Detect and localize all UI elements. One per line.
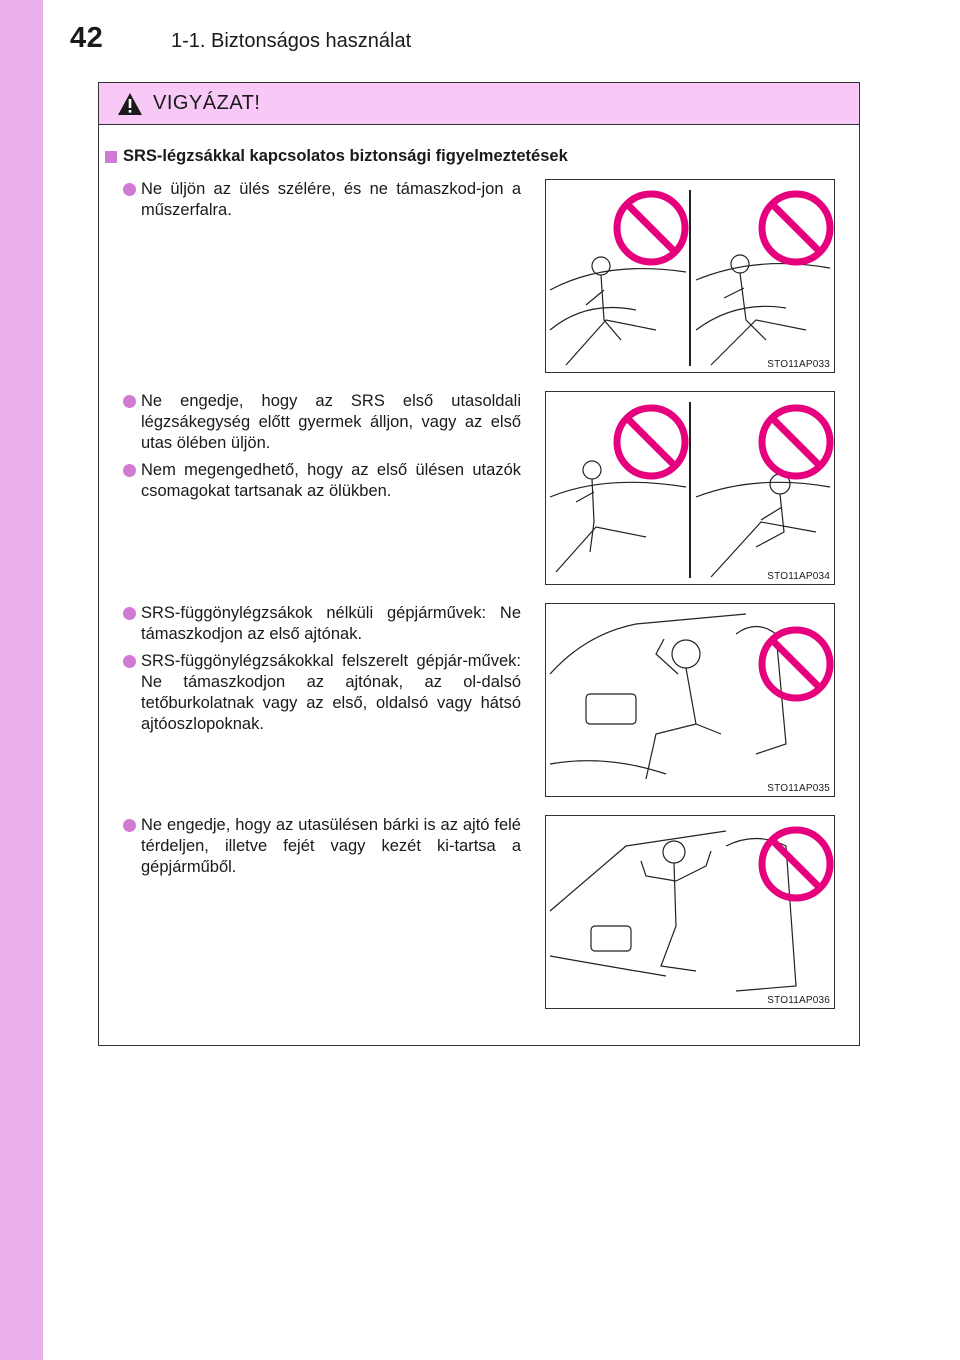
square-bullet-icon [105,151,117,163]
figure-code: STO11AP034 [767,571,830,582]
subheading [105,147,568,166]
list-item [123,179,521,221]
subheading-text: SRS-légzsákkal kapcsolatos biztonsági figyelmeztetések [123,147,568,165]
bullet-dot-icon [123,464,136,477]
illustration-child-airbag [545,391,835,585]
figure-code: STO11AP033 [767,359,830,370]
bullet-dot-icon [123,607,136,620]
row-text [123,815,521,884]
bullet-text: SRS-függönylégzsákokkal felszerelt gépjár-művek: Ne támaszkodjon az ajtónak, az ol-dalsó tetőburkolatnak vagy az első, oldalsó vagy hátsó ajtóoszlopoknak. [141,652,521,733]
list-item [123,603,521,645]
section-title: 1-1. Biztonságos használat [171,30,412,52]
illustration-sitting-edge [545,179,835,373]
side-tab-strip [0,0,43,1360]
figure-code: STO11AP035 [767,783,830,794]
bullet-dot-icon [123,183,136,196]
warning-header [99,83,859,125]
bullet-dot-icon [123,655,136,668]
warning-triangle-icon [117,92,143,116]
illustration-kneeling-seat [545,815,835,1009]
list-item [123,391,521,454]
bullet-dot-icon [123,395,136,408]
bullet-text: Ne engedje, hogy az utasülésen bárki is az ajtó felé térdeljen, illetve fejét vagy kezét ki-tartsa a gépjárműből. [141,816,521,876]
bullet-text: SRS-függönylégzsákok nélküli gépjárművek: Ne támaszkodjon az első ajtónak. [141,604,521,643]
list-item [123,460,521,502]
row-text [123,179,521,227]
list-item [123,815,521,878]
bullet-text: Ne üljön az ülés szélére, és ne támaszkod-jon a műszerfalra. [141,180,521,219]
row-text [123,603,521,741]
page-number: 42 [70,22,104,54]
bullet-text: Ne engedje, hogy az SRS első utasoldali légzsákegység előtt gyermek álljon, vagy az első utas ölében üljön. [141,392,521,452]
figure-code: STO11AP036 [767,995,830,1006]
row-text [123,391,521,508]
bullet-text: Nem megengedhető, hogy az első ülésen utazók csomagokat tartsanak az ölükben. [141,461,521,500]
illustration-leaning-door [545,603,835,797]
list-item [123,651,521,735]
warning-label: VIGYÁZAT! [153,92,261,114]
bullet-dot-icon [123,819,136,832]
warning-box [98,82,860,1046]
